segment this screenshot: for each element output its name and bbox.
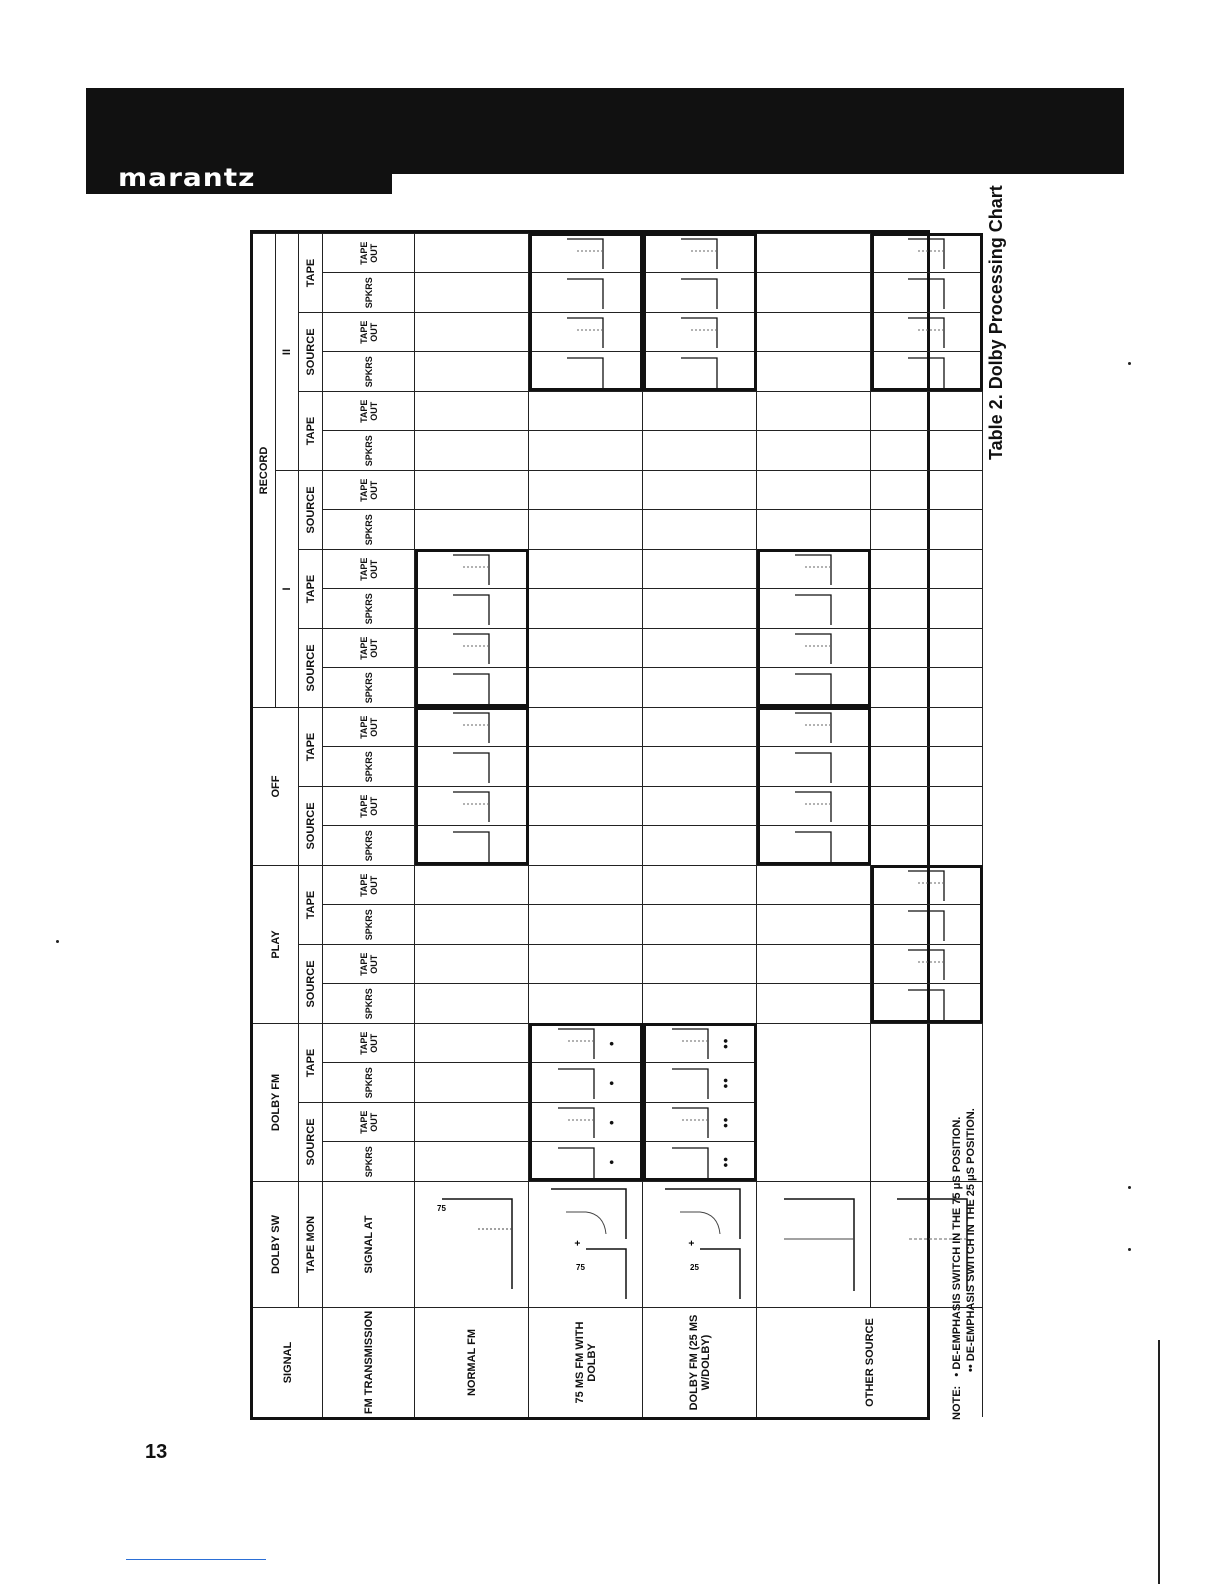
deemphasis-mark: • <box>603 1158 619 1165</box>
empty-cell <box>415 391 529 431</box>
empty-cell <box>529 470 643 510</box>
empty-cell <box>871 431 983 471</box>
empty-cell <box>529 431 643 471</box>
signal-curve <box>422 1190 522 1300</box>
empty-cell <box>757 905 871 945</box>
empty-cell <box>415 984 529 1024</box>
group-outline <box>757 707 871 865</box>
empty-cell <box>415 470 529 510</box>
empty-cell <box>643 510 757 550</box>
speck <box>1128 1186 1131 1189</box>
empty-cell <box>415 312 529 352</box>
empty-cell <box>757 984 871 1024</box>
group-outline <box>871 233 983 391</box>
tape-out-header: TAPE OUT <box>323 470 415 510</box>
empty-cell <box>529 628 643 668</box>
group-outline <box>643 1023 757 1181</box>
empty-cell <box>757 312 871 352</box>
empty-cell <box>529 668 643 708</box>
empty-cell <box>643 944 757 984</box>
empty-cell <box>529 549 643 589</box>
tape-header: TAPE <box>299 233 323 312</box>
spkrs-header: SPKRS <box>323 1142 415 1182</box>
deemphasis-mark: • <box>603 1040 619 1047</box>
deemphasis-mark: •• <box>717 1077 733 1089</box>
speck <box>1128 1248 1131 1251</box>
deemphasis-mark: • <box>603 1119 619 1126</box>
empty-cell <box>757 865 871 905</box>
record-i: I <box>276 470 299 707</box>
empty-cell <box>415 1023 529 1063</box>
spkrs-header: SPKRS <box>323 510 415 550</box>
spkrs-header: SPKRS <box>323 905 415 945</box>
empty-cell <box>643 628 757 668</box>
signal-at-75us <box>529 1181 643 1307</box>
tape-out-header: TAPE OUT <box>323 944 415 984</box>
empty-cell <box>415 510 529 550</box>
empty-cell <box>529 510 643 550</box>
empty-cell <box>643 470 757 510</box>
empty-cell <box>529 786 643 826</box>
deemphasis-mark: •• <box>717 1116 733 1128</box>
tape-out-header: TAPE OUT <box>323 707 415 747</box>
tape-out-header: TAPE OUT <box>323 1102 415 1142</box>
empty-cell <box>757 352 871 392</box>
empty-cell <box>643 747 757 787</box>
empty-cell <box>757 391 871 431</box>
empty-cell <box>643 431 757 471</box>
group-outline <box>643 233 757 391</box>
empty-cell <box>871 470 983 510</box>
row-label-75us-dolby: 75 ΜS FM WITH DOLBY <box>529 1307 643 1417</box>
tape-out-header: TAPE OUT <box>323 865 415 905</box>
tape-mon-header: TAPE MON <box>299 1181 323 1307</box>
empty-cell <box>643 589 757 629</box>
empty-cell <box>529 905 643 945</box>
spkrs-header: SPKRS <box>323 589 415 629</box>
empty-cell <box>757 431 871 471</box>
mode-dolby-fm: DOLBY FM <box>253 1023 299 1181</box>
tape-header: TAPE <box>299 391 323 470</box>
spkrs-header: SPKRS <box>323 984 415 1024</box>
speck <box>1128 362 1131 365</box>
empty-cell <box>871 628 983 668</box>
mode-record: RECORD <box>253 233 276 707</box>
page-number: 13 <box>145 1441 168 1463</box>
empty-cell <box>529 747 643 787</box>
empty-cell <box>415 1063 529 1103</box>
spkrs-header: SPKRS <box>323 1063 415 1103</box>
empty-cell <box>415 905 529 945</box>
note-line-1: • DE-EMPHASIS SWITCH IN THE 75 μS POSITION. <box>951 1116 963 1377</box>
table-caption: Table 2. Dolby Processing Chart <box>986 185 1006 460</box>
tape-header: TAPE <box>299 865 323 944</box>
empty-cell <box>871 549 983 589</box>
plus-mark: + <box>686 1240 698 1247</box>
empty-cell <box>757 233 871 273</box>
note-line-2: •• DE-EMPHASIS SWITCH IN THE 25 μS POSITION. <box>965 1108 977 1372</box>
mode-play: PLAY <box>253 865 299 1023</box>
empty-cell <box>529 865 643 905</box>
row-label-other-source: OTHER SOURCE <box>757 1307 983 1417</box>
empty-cell <box>529 589 643 629</box>
group-outline <box>757 549 871 707</box>
signal-header: SIGNAL <box>253 1307 323 1417</box>
signal-at-other-1 <box>757 1181 871 1307</box>
footer-rule <box>126 1559 266 1560</box>
empty-cell <box>871 589 983 629</box>
signal-at-normal-fm <box>415 1181 529 1307</box>
spkrs-header: SPKRS <box>323 352 415 392</box>
empty-cell <box>871 747 983 787</box>
spkrs-header: SPKRS <box>323 668 415 708</box>
empty-cell <box>529 944 643 984</box>
speck <box>56 940 59 943</box>
signal-at-header: SIGNAL AT <box>323 1181 415 1307</box>
source-header: SOURCE <box>299 1102 323 1181</box>
empty-cell <box>415 431 529 471</box>
spkrs-header: SPKRS <box>323 747 415 787</box>
empty-cell <box>757 1023 871 1181</box>
empty-cell <box>529 826 643 866</box>
empty-cell <box>415 944 529 984</box>
empty-cell <box>415 1102 529 1142</box>
group-outline <box>415 707 529 865</box>
empty-cell <box>415 1142 529 1182</box>
empty-cell <box>643 668 757 708</box>
deemphasis-mark: •• <box>717 1037 733 1049</box>
dolby-sw-header: DOLBY SW <box>253 1181 299 1307</box>
source-header: SOURCE <box>299 312 323 391</box>
empty-cell <box>757 944 871 984</box>
empty-cell <box>871 391 983 431</box>
plus-mark: + <box>572 1240 584 1247</box>
empty-cell <box>529 707 643 747</box>
empty-cell <box>643 984 757 1024</box>
spkrs-header: SPKRS <box>323 826 415 866</box>
empty-cell <box>415 865 529 905</box>
empty-cell <box>415 352 529 392</box>
empty-cell <box>757 273 871 313</box>
empty-cell <box>529 984 643 1024</box>
empty-cell <box>529 391 643 431</box>
tape-out-header: TAPE OUT <box>323 628 415 668</box>
empty-cell <box>643 865 757 905</box>
source-header: SOURCE <box>299 944 323 1023</box>
tape-out-header: TAPE OUT <box>323 312 415 352</box>
marantz-logo: marantz <box>118 162 256 193</box>
empty-cell <box>871 510 983 550</box>
tape-out-header: TAPE OUT <box>323 391 415 431</box>
tape-out-header: TAPE OUT <box>323 233 415 273</box>
source-header: SOURCE <box>299 628 323 707</box>
signal-mark: 75 <box>436 1204 446 1214</box>
row-label-dolby-fm: DOLBY FM (25 ΜS W/DOLBY) <box>643 1307 757 1417</box>
empty-cell <box>415 233 529 273</box>
mode-off: OFF <box>253 707 299 865</box>
fm-transmission-header: FM TRANSMISSION <box>323 1307 415 1417</box>
source-header: SOURCE <box>299 470 323 549</box>
spkrs-header: SPKRS <box>323 431 415 471</box>
tape-out-header: TAPE OUT <box>323 1023 415 1063</box>
empty-cell <box>871 668 983 708</box>
tape-header: TAPE <box>299 707 323 786</box>
tape-header: TAPE <box>299 549 323 628</box>
group-outline <box>529 1023 643 1181</box>
record-ii: II <box>276 233 299 470</box>
empty-cell <box>643 549 757 589</box>
tape-out-header: TAPE OUT <box>323 786 415 826</box>
empty-cell <box>415 273 529 313</box>
signal-at-dolby-fm <box>643 1181 757 1307</box>
deemphasis-mark: •• <box>717 1156 733 1168</box>
empty-cell <box>643 905 757 945</box>
group-outline <box>871 865 983 1023</box>
source-header: SOURCE <box>299 786 323 865</box>
page-edge-line <box>1158 1340 1160 1584</box>
signal-mark: 75 <box>575 1263 585 1273</box>
empty-cell <box>757 510 871 550</box>
tape-header: TAPE <box>299 1023 323 1102</box>
empty-cell <box>643 786 757 826</box>
row-label-normal-fm: NORMAL FM <box>415 1307 529 1417</box>
group-outline <box>529 233 643 391</box>
empty-cell <box>643 707 757 747</box>
signal-mark: 25 <box>689 1263 699 1273</box>
empty-cell <box>757 470 871 510</box>
group-outline <box>415 549 529 707</box>
note-label: NOTE: <box>951 1385 963 1420</box>
deemphasis-mark: • <box>603 1079 619 1086</box>
empty-cell <box>643 826 757 866</box>
spkrs-header: SPKRS <box>323 273 415 313</box>
empty-cell <box>871 707 983 747</box>
rotated-chart <box>250 230 977 1420</box>
empty-cell <box>643 391 757 431</box>
tape-out-header: TAPE OUT <box>323 549 415 589</box>
